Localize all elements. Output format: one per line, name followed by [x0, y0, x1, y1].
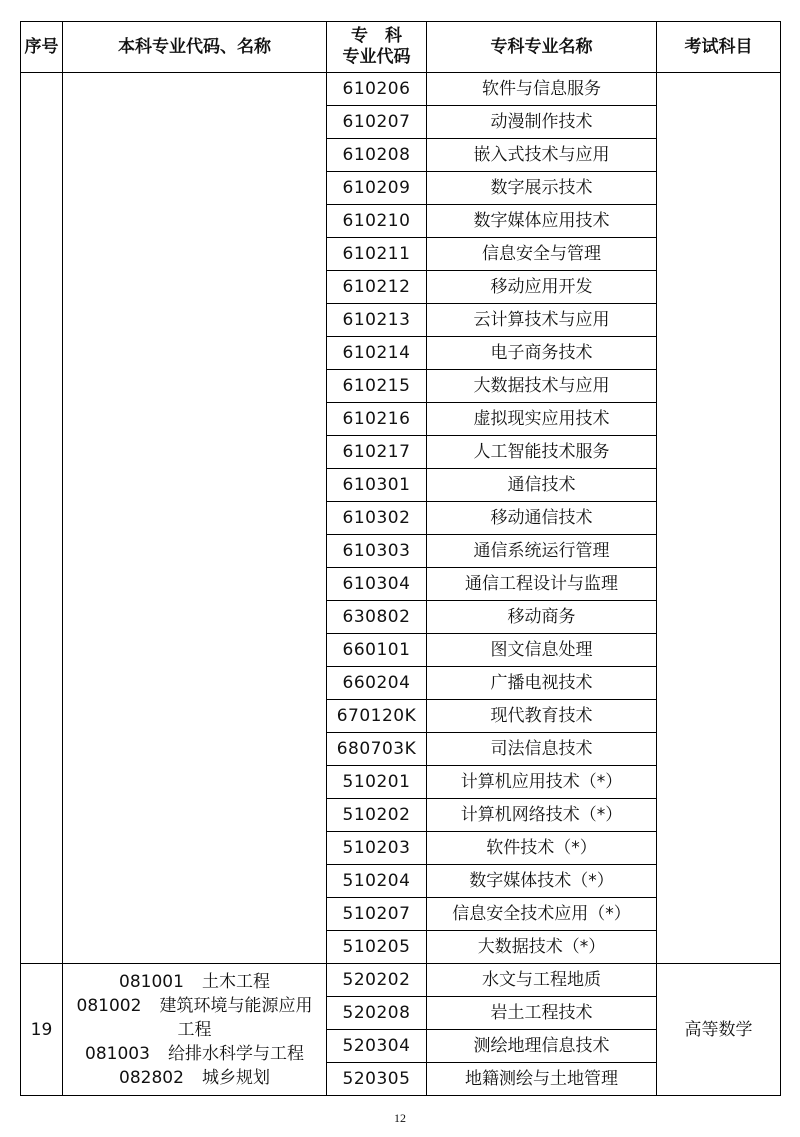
bachelor-cell — [63, 964, 327, 1096]
code-cell: 610301 — [327, 469, 427, 502]
major-name-cell: 测绘地理信息技术 — [427, 1030, 657, 1063]
code-cell: 610215 — [327, 370, 427, 403]
code-cell: 520208 — [327, 997, 427, 1030]
code-cell: 510202 — [327, 799, 427, 832]
code-cell: 610211 — [327, 238, 427, 271]
seq-cell: 19 — [21, 964, 63, 1096]
major-name-cell: 通信工程设计与监理 — [427, 568, 657, 601]
major-name-cell: 动漫制作技术 — [427, 106, 657, 139]
bachelor-cell-continued — [63, 73, 327, 964]
bachelor-name: 城乡规划 — [201, 1067, 270, 1088]
major-name-cell: 广播电视技术 — [427, 667, 657, 700]
code-cell: 520202 — [327, 964, 427, 997]
major-name-cell: 通信系统运行管理 — [427, 535, 657, 568]
major-name-cell: 软件技术（*） — [427, 832, 657, 865]
major-name-cell: 通信技术 — [427, 469, 657, 502]
header-exam: 考试科目 — [657, 22, 781, 73]
code-cell: 610214 — [327, 337, 427, 370]
bachelor-code: 081002 — [76, 995, 142, 1016]
code-cell: 520305 — [327, 1063, 427, 1096]
bachelor-code: 081003 — [85, 1043, 150, 1064]
major-name-cell: 信息安全技术应用（*） — [427, 898, 657, 931]
header-row — [21, 22, 781, 73]
major-name-cell: 大数据技术（*） — [427, 931, 657, 964]
bachelor-line — [63, 1066, 326, 1090]
code-cell: 610212 — [327, 271, 427, 304]
header-seq: 序号 — [21, 22, 63, 73]
header-code — [327, 22, 427, 73]
major-name-cell: 数字媒体应用技术 — [427, 205, 657, 238]
code-cell: 610208 — [327, 139, 427, 172]
major-name-cell: 移动商务 — [427, 601, 657, 634]
bachelor-line — [63, 994, 326, 1018]
header-major-name: 专科专业名称 — [427, 22, 657, 73]
major-name-cell: 人工智能技术服务 — [427, 436, 657, 469]
bachelor-code: 081001 — [119, 971, 184, 992]
major-name-cell: 图文信息处理 — [427, 634, 657, 667]
code-cell: 610209 — [327, 172, 427, 205]
bachelor-line — [63, 1018, 326, 1042]
major-name-cell: 虚拟现实应用技术 — [427, 403, 657, 436]
bachelor-line — [63, 1042, 326, 1066]
major-name-cell: 司法信息技术 — [427, 733, 657, 766]
major-name-cell: 计算机应用技术（*） — [427, 766, 657, 799]
major-name-cell: 水文与工程地质 — [427, 964, 657, 997]
code-cell: 610207 — [327, 106, 427, 139]
major-name-cell: 数字媒体技术（*） — [427, 865, 657, 898]
page-number: 12 — [394, 1111, 406, 1125]
major-name-cell: 地籍测绘与土地管理 — [427, 1063, 657, 1096]
code-cell: 670120K — [327, 700, 427, 733]
bachelor-line — [63, 970, 326, 994]
code-cell: 610206 — [327, 73, 427, 106]
majors-table — [20, 21, 781, 1096]
code-cell: 610213 — [327, 304, 427, 337]
code-cell: 510203 — [327, 832, 427, 865]
major-name-cell: 移动通信技术 — [427, 502, 657, 535]
major-name-cell: 信息安全与管理 — [427, 238, 657, 271]
code-cell: 610217 — [327, 436, 427, 469]
major-name-cell: 移动应用开发 — [427, 271, 657, 304]
major-name-cell: 数字展示技术 — [427, 172, 657, 205]
code-cell: 510204 — [327, 865, 427, 898]
bachelor-name: 建筑环境与能源应用 — [159, 995, 313, 1016]
major-name-cell: 大数据技术与应用 — [427, 370, 657, 403]
code-cell: 610303 — [327, 535, 427, 568]
code-cell: 510201 — [327, 766, 427, 799]
bachelor-name: 给排水科学与工程 — [167, 1043, 304, 1064]
major-name-cell: 软件与信息服务 — [427, 73, 657, 106]
bachelor-code: 082802 — [119, 1067, 184, 1088]
major-name-cell: 现代教育技术 — [427, 700, 657, 733]
code-cell: 660204 — [327, 667, 427, 700]
table-row — [21, 964, 781, 997]
code-cell: 610210 — [327, 205, 427, 238]
code-cell: 520304 — [327, 1030, 427, 1063]
header-code-line1: 专 科 — [351, 26, 402, 46]
code-cell: 610216 — [327, 403, 427, 436]
code-cell: 510205 — [327, 931, 427, 964]
exam-cell: 高等数学 — [657, 964, 781, 1096]
header-code-line2: 专业代码 — [342, 47, 411, 67]
bachelor-name: 工程 — [177, 1019, 212, 1040]
major-name-cell: 岩土工程技术 — [427, 997, 657, 1030]
code-cell: 610304 — [327, 568, 427, 601]
major-name-cell: 嵌入式技术与应用 — [427, 139, 657, 172]
table-row — [21, 73, 781, 106]
code-cell: 610302 — [327, 502, 427, 535]
code-cell: 680703K — [327, 733, 427, 766]
major-name-cell: 电子商务技术 — [427, 337, 657, 370]
code-cell: 660101 — [327, 634, 427, 667]
code-cell: 510207 — [327, 898, 427, 931]
major-name-cell: 云计算技术与应用 — [427, 304, 657, 337]
major-name-cell: 计算机网络技术（*） — [427, 799, 657, 832]
exam-cell-continued — [657, 73, 781, 964]
seq-cell-continued — [21, 73, 63, 964]
code-cell: 630802 — [327, 601, 427, 634]
header-bachelor: 本科专业代码、名称 — [63, 22, 327, 73]
bachelor-name: 土木工程 — [201, 971, 270, 992]
